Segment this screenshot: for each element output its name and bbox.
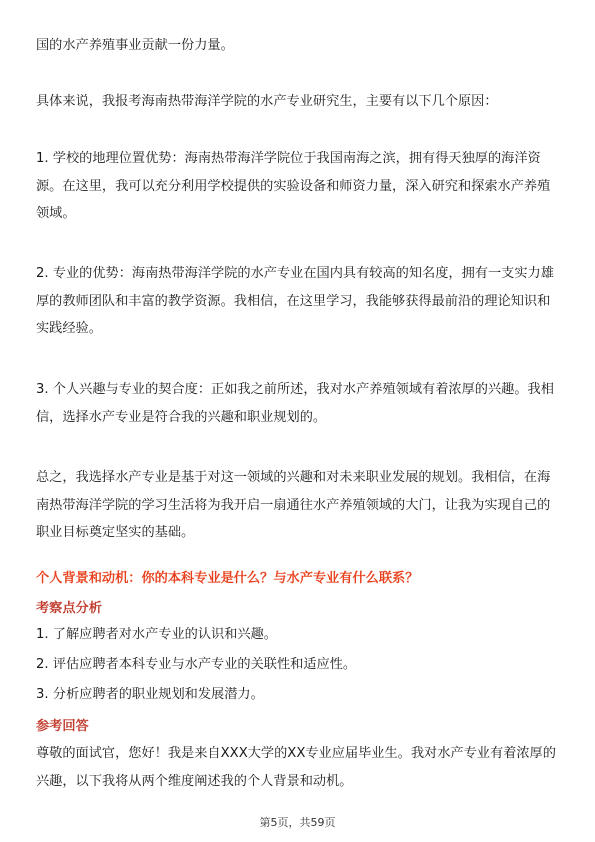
analysis-item-3: 3. 分析应聘者的职业规划和发展潜力。 bbox=[36, 687, 264, 702]
analysis-item-1: 1. 了解应聘者对水产专业的认识和兴趣。 bbox=[36, 627, 277, 642]
paragraph-reason-1: 1. 学校的地理位置优势：海南热带海洋学院位于我国南海之滨，拥有得天独厚的海洋资源。在这里，我可以充分利用学校提供的实验设备和师资力量，深入研究和探索水产养殖领域。 bbox=[36, 151, 551, 221]
paragraph-reason-3: 3. 个人兴趣与专业的契合度：正如我之前所述，我对水产养殖领域有着浓厚的兴趣。我相信，选择水产专业是符合我的兴趣和职业规划的。 bbox=[36, 382, 554, 425]
answer-heading: 参考回答 bbox=[36, 719, 89, 734]
paragraph-reason-2: 2. 专业的优势：海南热带海洋学院的水产专业在国内具有较高的知名度，拥有一支实力雄厚的教师团队和丰富的教学资源。我相信，在这里学习，我能够获得最前沿的理论知识和实践经验。 bbox=[36, 266, 554, 336]
analysis-heading: 考察点分析 bbox=[36, 601, 102, 616]
answer-paragraph: 尊敬的面试官，您好！我是来自XXX大学的XX专业应届毕业生。我对水产专业有着浓厚的兴趣，以下我将从两个维度阐述我的个人背景和动机。 bbox=[36, 746, 556, 789]
page-footer: 第5页，共59页 bbox=[259, 816, 336, 829]
question-heading: 个人背景和动机：你的本科专业是什么？与水产专业有什么联系？ bbox=[36, 571, 419, 586]
paragraph-reasons-intro: 具体来说，我报考海南热带海洋学院的水产专业研究生，主要有以下几个原因： bbox=[36, 94, 498, 109]
paragraph-summary: 总之，我选择水产专业是基于对这一领域的兴趣和对未来职业发展的规划。我相信，在海南热带海洋学院的学习生活将为我开启一扇通往水产养殖领域的大门，让我为实现自己的职业目标奠定坚实的基础。 bbox=[36, 470, 551, 540]
analysis-item-2: 2. 评估应聘者本科专业与水产专业的关联性和适应性。 bbox=[36, 657, 357, 672]
paragraph-intro-end: 国的水产养殖事业贡献一份力量。 bbox=[36, 38, 234, 53]
